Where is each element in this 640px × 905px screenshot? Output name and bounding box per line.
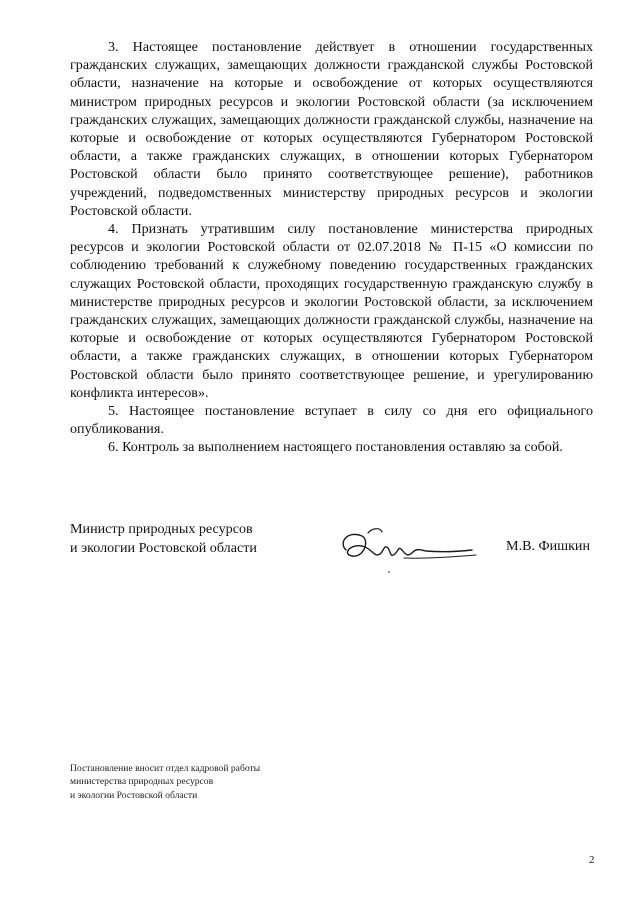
signature-block: [70, 520, 593, 580]
signatory-title-line-2: и экологии Ростовской области: [70, 539, 257, 556]
handwritten-signature: [334, 524, 484, 584]
paragraph-3: 3. Настоящее постановление действует в отношении государственных гражданских служащих, замещающих должности гражданской службы Ростовской области, назначение на которые и освобождение от которых осуществляются министром природных ресурсов и экологии Ростовской области (за исключением гражданских служащих, замещающих должности гражданской службы, назначение на которые и освобождение от которых осуществляются Губернатором Ростовской области, а также гражданских служащих, в отношении которых Губернатором Ростовской области было принято соответствующее решение), работников учреждений, подведомственных министерству природных ресурсов и экологии Ростовской области.: [70, 39, 593, 219]
signatory-name: М.В. Фишкин: [506, 538, 590, 554]
document-body: [70, 38, 593, 457]
footer-note: [70, 762, 260, 802]
footer-note-line-2: министерства природных ресурсов: [70, 776, 214, 788]
paragraph-4: 4. Признать утратившим силу постановление министерства природных ресурсов и экологии Ростовской области от 02.07.2018 № П-15 «О комиссии по соблюдению требований к служебному поведению государственных гражданских служащих Ростовской области, проходящих государственную гражданскую службу в министерстве природных ресурсов и экологии Ростовской области, за исключением гражданских служащих, замещающих должности гражданской службы, назначение на которые и освобождение от которых осуществляются Губернатором Ростовской области, а также гражданских служащих, в отношении которых Губернатором Ростовской области было принято соответствующее решение, и урегулированию конфликта интересов».: [70, 221, 593, 401]
signatory-title: [70, 520, 257, 557]
paragraph-6: 6. Контроль за выполнением настоящего постановления оставляю за собой.: [108, 439, 563, 456]
footer-note-line-1: Постановление вносит отдел кадровой работы: [70, 763, 261, 774]
footer-note-line-3: и экологии Ростовской области: [70, 789, 198, 801]
paragraph-5: 5. Настоящее постановление вступает в силу со дня его официального опубликования.: [70, 403, 593, 438]
signatory-title-line-1: Министр природных ресурсов: [70, 521, 253, 537]
page-number: 2: [589, 854, 595, 866]
